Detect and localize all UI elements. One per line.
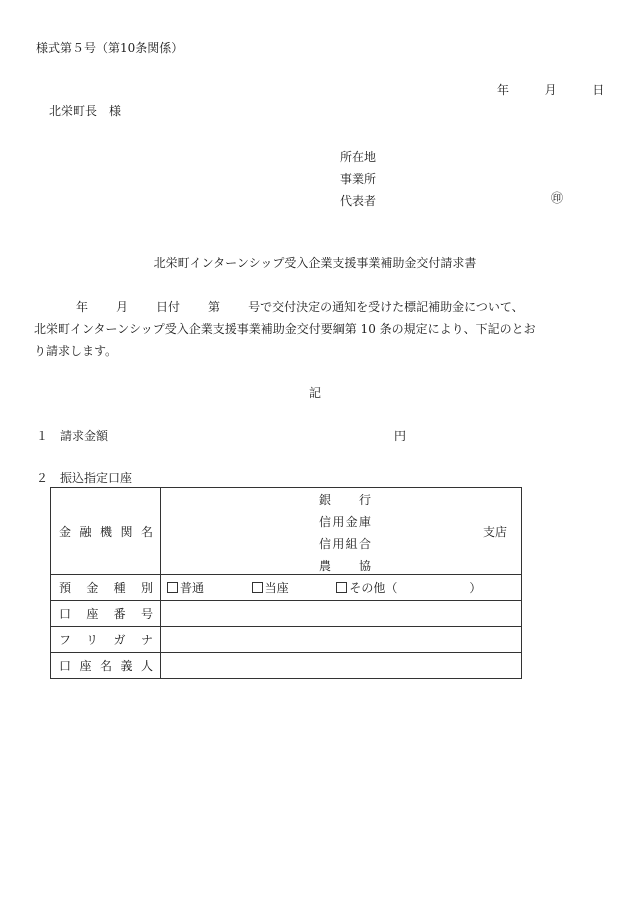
body-day: 日付 bbox=[156, 300, 181, 314]
furigana-label: フリガナ bbox=[51, 627, 161, 653]
account-holder-field[interactable] bbox=[161, 653, 522, 679]
item-2-label: ２ 振込指定口座 bbox=[36, 471, 133, 485]
body-line-2: 北栄町インターンシップ受入企業支援事業補助金交付要綱第 10 条の規定により、下記のとお bbox=[34, 322, 536, 336]
institution-cell[interactable] bbox=[161, 488, 522, 575]
date-year: 年 bbox=[497, 83, 510, 97]
number-row bbox=[51, 601, 522, 627]
applicant-representative-label: 代表者 bbox=[340, 194, 377, 208]
holder-row bbox=[51, 653, 522, 679]
checkbox-icon bbox=[252, 582, 263, 593]
body-line-1-rest: 号で交付決定の通知を受けた標記補助金について、 bbox=[248, 300, 524, 314]
ki-heading: 記 bbox=[308, 386, 321, 400]
institution-type-shinkumi: 信用組合 bbox=[319, 537, 371, 551]
body-year: 年 bbox=[76, 300, 89, 314]
kind-option-ordinary[interactable]: 普通 bbox=[167, 579, 204, 596]
seal-mark: ㊞ bbox=[551, 191, 564, 205]
institution-type-list bbox=[319, 489, 371, 577]
institution-type-nokyo: 農 協 bbox=[319, 559, 371, 573]
number-label: 口座番号 bbox=[51, 601, 161, 627]
checkbox-icon bbox=[167, 582, 178, 593]
kind-cell bbox=[161, 575, 522, 601]
kind-label: 預金種別 bbox=[51, 575, 161, 601]
institution-type-bank: 銀 行 bbox=[319, 493, 371, 507]
date-line bbox=[497, 81, 604, 98]
date-month: 月 bbox=[544, 83, 557, 97]
kind-option-current[interactable]: 当座 bbox=[252, 579, 289, 596]
body-line-1 bbox=[34, 296, 600, 318]
item-1-label: １ 請求金額 bbox=[36, 429, 109, 443]
checkbox-icon bbox=[336, 582, 347, 593]
holder-label: 口座名義人 bbox=[51, 653, 161, 679]
body-no: 第 bbox=[208, 300, 221, 314]
branch-label: 支店 bbox=[482, 525, 507, 539]
form-number: 様式第５号（第10条関係） bbox=[36, 41, 184, 55]
addressee: 北栄町長 様 bbox=[49, 104, 122, 118]
account-table bbox=[50, 487, 522, 679]
body-text bbox=[34, 296, 600, 362]
date-day: 日 bbox=[592, 83, 605, 97]
item-1-unit: 円 bbox=[394, 429, 407, 443]
body-month: 月 bbox=[116, 300, 129, 314]
institution-row bbox=[51, 488, 522, 575]
kind-option-other[interactable]: その他（ ） bbox=[336, 579, 481, 596]
applicant-business-label: 事業所 bbox=[340, 172, 377, 186]
document-title: 北栄町インターンシップ受入企業支援事業補助金交付請求書 bbox=[153, 256, 477, 270]
institution-type-shinkin: 信用金庫 bbox=[319, 515, 371, 529]
kind-row bbox=[51, 575, 522, 601]
body-line-3: り請求します。 bbox=[34, 344, 118, 358]
furigana-field[interactable] bbox=[161, 627, 522, 653]
applicant-block bbox=[340, 146, 376, 212]
institution-label: 金融機関名 bbox=[51, 488, 161, 575]
furigana-row bbox=[51, 627, 522, 653]
applicant-location-label: 所在地 bbox=[340, 150, 377, 164]
account-number-field[interactable] bbox=[161, 601, 522, 627]
